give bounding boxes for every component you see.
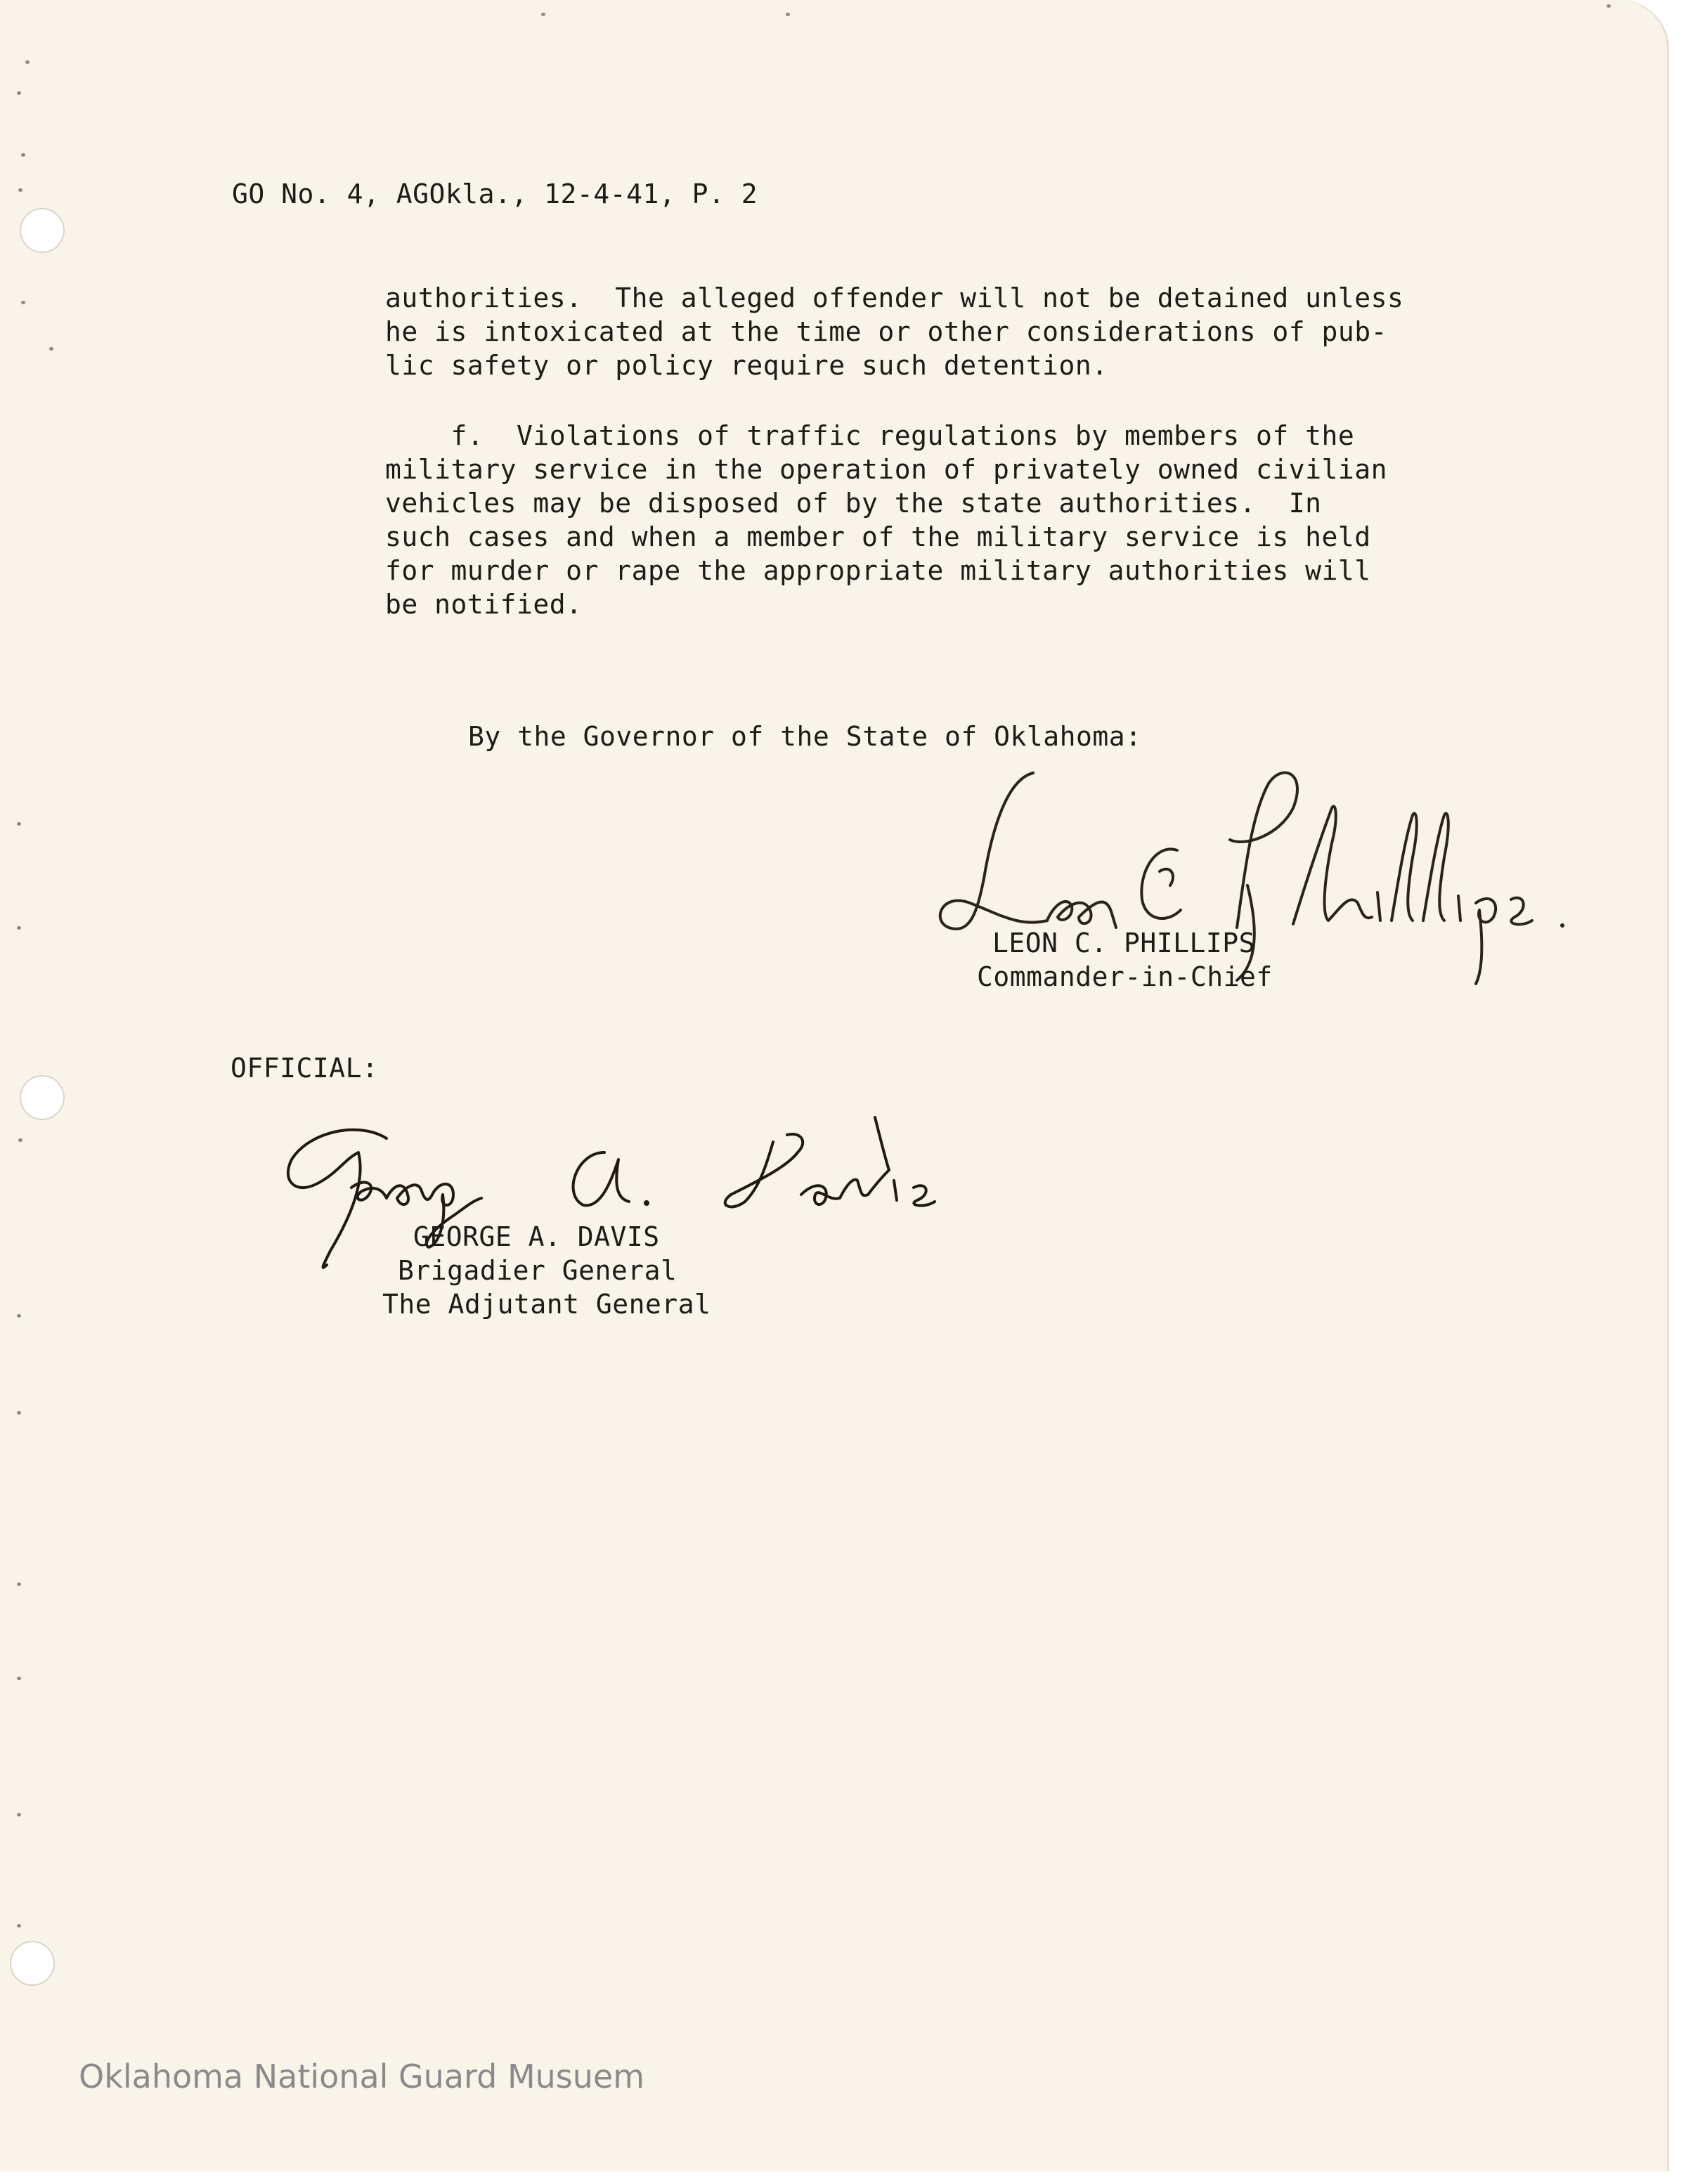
governor-name: LEON C. PHILLIPS <box>992 928 1256 958</box>
paper-speck <box>786 13 790 16</box>
official-name: GEORGE A. DAVIS <box>413 1221 660 1252</box>
paper-speck <box>17 1677 21 1680</box>
paper-speck <box>21 153 25 157</box>
paper-speck <box>1607 4 1611 8</box>
paper-speck <box>17 822 21 826</box>
page-reference-header: GO No. 4, AGOkla., 12-4-41, P. 2 <box>232 178 758 209</box>
text-line: vehicles may be disposed of by the state authorities. In <box>385 488 1322 519</box>
governor-title: Commander-in-Chief <box>977 961 1273 992</box>
paper-speck <box>17 91 21 95</box>
paper-speck <box>17 1314 21 1318</box>
paper-speck <box>18 188 22 192</box>
text-line: lic safety or policy require such detention. <box>385 350 1108 381</box>
paper-speck <box>49 347 53 351</box>
text-line: f. Violations of traffic regulations by members of the <box>385 420 1355 451</box>
paper-speck <box>17 1924 21 1928</box>
museum-watermark: Oklahoma National Guard Musuem <box>79 2058 645 2095</box>
binder-hole-top <box>20 208 65 253</box>
paper-speck <box>25 60 30 64</box>
text-line: such cases and when a member of the military service is held <box>385 521 1371 552</box>
paper-speck <box>21 301 25 304</box>
binder-hole-bottom <box>10 1941 55 1986</box>
paper-speck <box>18 1138 22 1142</box>
paper-speck <box>541 13 545 16</box>
binder-hole-middle <box>20 1075 65 1120</box>
text-line: authorities. The alleged offender will not be detained unless <box>385 282 1404 313</box>
paper-speck <box>17 1813 21 1816</box>
paper-speck <box>17 1411 21 1415</box>
authority-line: By the Governor of the State of Oklahoma: <box>468 721 1142 752</box>
paragraph-continued <box>385 281 1403 382</box>
text-line: be notified. <box>385 589 583 620</box>
official-rank: Brigadier General <box>398 1255 677 1286</box>
paper-speck <box>17 1582 21 1586</box>
official-label: OFFICIAL: <box>231 1053 379 1084</box>
paragraph-f <box>385 419 1387 621</box>
text-line: he is intoxicated at the time or other considerations of pub- <box>385 316 1388 347</box>
text-line: for murder or rape the appropriate military authorities will <box>385 555 1371 586</box>
text-line: military service in the operation of privately owned civilian <box>385 454 1388 485</box>
paper-speck <box>17 926 21 930</box>
official-title: The Adjutant General <box>382 1289 711 1320</box>
